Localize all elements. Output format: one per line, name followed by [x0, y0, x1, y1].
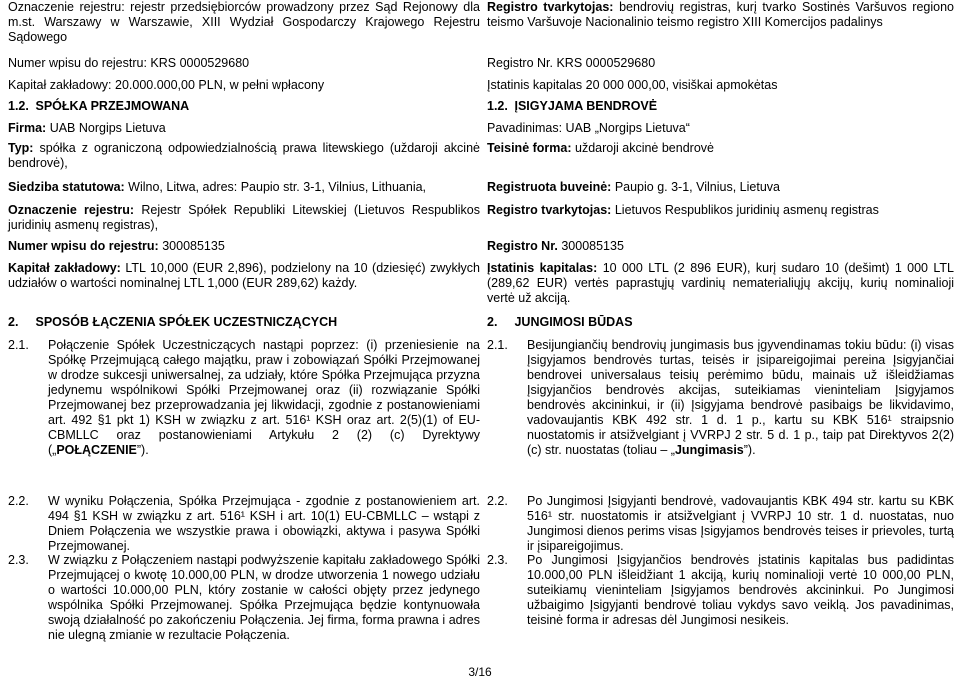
field-label: Pavadinimas:: [487, 121, 563, 135]
lt-teisine-forma: [487, 141, 954, 156]
field-value: UAB Norgips Lietuva: [49, 121, 166, 135]
paragraph-number: 2.1.: [8, 338, 29, 352]
field-label: Siedziba statutowa:: [8, 180, 125, 194]
lt-tvarkytojas: [487, 203, 954, 218]
paragraph-number: 2.2.: [487, 494, 508, 508]
field-label: Registro tvarkytojas:: [487, 203, 612, 217]
paragraph-number: 2.3.: [487, 553, 508, 567]
paragraph-number: 2.1.: [487, 338, 508, 352]
field-value: Lietuvos Respublikos juridinių asmenų registras: [614, 203, 879, 217]
field-label: Registruota buveinė:: [487, 180, 612, 194]
pl-registry-designation: Oznaczenie rejestru: rejestr przedsiębiorców prowadzony przez Sąd Rejonowy dla m.st. Warszawy w Warszawie, XIII Wydział Gospodarczy Krajowego Rejestru Sądowego: [8, 0, 480, 44]
section-title: SPOSÓB ŁĄCZENIA SPÓŁEK UCZESTNICZĄCYCH: [35, 315, 338, 329]
pl-paragraph-2-1: [8, 338, 480, 458]
paragraph-text: Po Jungimosi Įsigyjanti bendrovė, vadovaujantis KBK 494 str. kartu su KBK 516¹ str. nuostatomis ir atsižvelgiant į VVRPJ 10 str. 1 d. nuostatas, nuo Jungimosi dienos perims visas Įsigyjamos bendrovės teises ir prievoles, turtą ir įsipareigojimus.: [527, 494, 954, 553]
pl-paragraph-2-3: [8, 553, 480, 643]
lt-registro-nr: [487, 239, 954, 254]
lt-paragraph-2-1: [487, 338, 954, 458]
field-label: Registro Nr.: [487, 239, 558, 253]
field-value: bendrovių registras, kurį tvarko Sostinės Varšuvos regiono teismo Varšuvoje Nacionalinio teismo registro XIII Komercijos padalinys: [487, 0, 954, 29]
field-value: LTL 10,000 (EUR 2,896), podzielony na 10 (dziesięć) zwykłych udziałów o wartości nominalnej LTL 1,000 (EUR 289,62) każdy.: [8, 261, 481, 290]
lt-buveine: [487, 180, 954, 195]
page-number: 3/16: [468, 665, 492, 679]
pl-paragraph-2-2: [8, 494, 480, 554]
field-value: UAB „Norgips Lietuva“: [565, 121, 690, 135]
lt-section-2-heading: [487, 315, 954, 330]
section-title: JUNGIMOSI BŪDAS: [514, 315, 633, 329]
field-value: 300085135: [162, 239, 225, 253]
pl-siedziba: [8, 180, 480, 195]
field-label: Kapitał zakładowy:: [8, 261, 121, 275]
section-number: 2.: [8, 315, 19, 329]
paragraph-text: W wyniku Połączenia, Spółka Przejmująca - zgodnie z postanowieniem art. 494 §1 KSH w związku z art. 516¹ KSH i art. 10(1) EU-CBMLLC – wstąpi z Dniem Połączenia we wszystkie prawa i obowiązki, aktywa i pasywa Spółki Przejmowanej.: [48, 494, 480, 553]
lt-registry-number: Registro Nr. KRS 0000529680: [487, 56, 656, 70]
pl-kapital: [8, 261, 480, 291]
field-label: Įstatinis kapitalas:: [487, 261, 598, 275]
lt-pavadinimas: [487, 121, 954, 136]
section-title: ĮSIGYJAMA BENDROVĖ: [514, 99, 658, 113]
pl-numer-wpisu: [8, 239, 480, 254]
field-label: Firma:: [8, 121, 47, 135]
pl-firma: [8, 121, 480, 136]
lt-share-capital: Įstatinis kapitalas 20 000 000,00, visiškai apmokėtas: [487, 78, 778, 92]
pl-oznaczenie: [8, 203, 480, 233]
field-label: Registro tvarkytojas:: [487, 0, 614, 14]
lt-registry-designation: [487, 0, 954, 30]
paragraph-number: 2.2.: [8, 494, 29, 508]
lt-paragraph-2-2: [487, 494, 954, 554]
field-label: Oznaczenie rejestru:: [8, 203, 135, 217]
pl-section-2-heading: [8, 315, 480, 330]
field-value: 300085135: [561, 239, 624, 253]
paragraph-text: Po Jungimosi Įsigyjančios bendrovės įstatinis kapitalas bus padidintas 10.000,00 PLN išleidžiant 1 akciją, kurių nominalioji vertė 10 000,00 PLN, suteikiamų vieninteliam Įsigyjamos bendrovės akcininkui. Po Jungimosi užbaigimo Įsigyjanti bendrovė toliau vykdys savo veiklą. Jos pavadinimas, teisinė forma ir adresas dėl Jungimosi nesikeis.: [527, 553, 954, 627]
section-number: 1.2.: [487, 99, 508, 113]
lt-section-1-2-heading: [487, 99, 954, 114]
lt-kapitalas: [487, 261, 954, 306]
field-value: Wilno, Litwa, adres: Paupio str. 3-1, Vilnius, Lithuania,: [128, 180, 427, 194]
field-value: spółka z ograniczoną odpowiedzialnością prawa litewskiego (uždaroji akcinė bendrovė),: [8, 141, 480, 170]
section-title: SPÓŁKA PRZEJMOWANA: [35, 99, 190, 113]
section-number: 1.2.: [8, 99, 29, 113]
paragraph-text: Połączenie Spółek Uczestniczących nastąpi poprzez: (i) przeniesienie na Spółkę Przejmującą całego majątku, praw i zobowiązań Spółki Przejmowanej w drodze sukcesji uniwersalnej, za udziały, które Spółka Przejmująca przyzna jedynemu wspólnikowi Spółki Przejmowanej oraz (ii) rozwiązanie Spółki Przejmowanej bez przeprowadzania jej likwidacji, zgodnie z postanowieniami art. 492 §1 pkt 1) KSH w związku z art. 516¹ KSH oraz art. 2(5)(1) of EU-CBMLLC oraz postanowieniami Artykułu 2 (2) (c) Dyrektywy („POŁĄCZENIE”).: [48, 338, 480, 457]
field-value: Rejestr Spółek Republiki Litewskiej (Lietuvos Respublikos juridinių asmenų registras),: [8, 203, 480, 232]
lt-paragraph-2-3: [487, 553, 954, 628]
field-value: Paupio g. 3-1, Vilnius, Lietuva: [614, 180, 780, 194]
pl-share-capital: Kapitał zakładowy: 20.000.000,00 PLN, w pełni wpłacony: [8, 78, 325, 92]
field-label: Typ:: [8, 141, 34, 155]
pl-registry-number: Numer wpisu do rejestru: KRS 0000529680: [8, 56, 250, 70]
paragraph-number: 2.3.: [8, 553, 29, 567]
field-label: Numer wpisu do rejestru:: [8, 239, 159, 253]
field-value: uždaroji akcinė bendrovė: [575, 141, 714, 155]
pl-section-1-2-heading: [8, 99, 480, 114]
paragraph-text: Besijungiančių bendrovių jungimasis bus įgyvendinamas tokiu būdu: (i) visas Įsigyjamos bendrovės turtas, teisės ir įsipareigojimai pereina Įsigyjančiai bendrovei universalaus teisių perėmimo būdu, mainais už išleidžiamas Įsigyjančios bendrovės akcijas, suteikiamas vieninteliam Įsigyjamos bendrovės akcininkui, ir (ii) Įsigyjama bendrovė pasibaigs be likvidavimo, vadovaujantis KBK 492 str. 1 d. 1 p., kartu su KBK 516¹ straipsnio nuostatomis ir atsižvelgiant į VVRPJ 2 str. 5 d. 1 p., taip pat Direktyvos 2(2)(c) str. nuostatas (toliau – „Jungimasis”).: [527, 338, 954, 457]
field-value: 10 000 LTL (2 896 EUR), kurį sudaro 10 (dešimt) 1 000 LTL (289,62 EUR) vertės paprastųjų vardinių nematerialiųjų akcijų, kurių nominalioji vertė už akciją.: [487, 261, 955, 305]
pl-typ: [8, 141, 480, 171]
field-label: Teisinė forma:: [487, 141, 572, 155]
paragraph-text: W związku z Połączeniem nastąpi podwyższenie kapitału zakładowego Spółki Przejmującej o kwotę 10.000,00 PLN, w drodze utworzenia 1 nowego udziału o wartości 10.000,00 PLN, który zostanie w całości objęty przez jedynego wspólnika Spółki Przejmowanej. Spółka Przejmująca będzie kontynuowała swoją działalność po zakończeniu Połączenia. Jej firma, forma prawna i adres nie ulegną zmianie w rezultacie Połączenia.: [48, 553, 480, 642]
section-number: 2.: [487, 315, 498, 329]
